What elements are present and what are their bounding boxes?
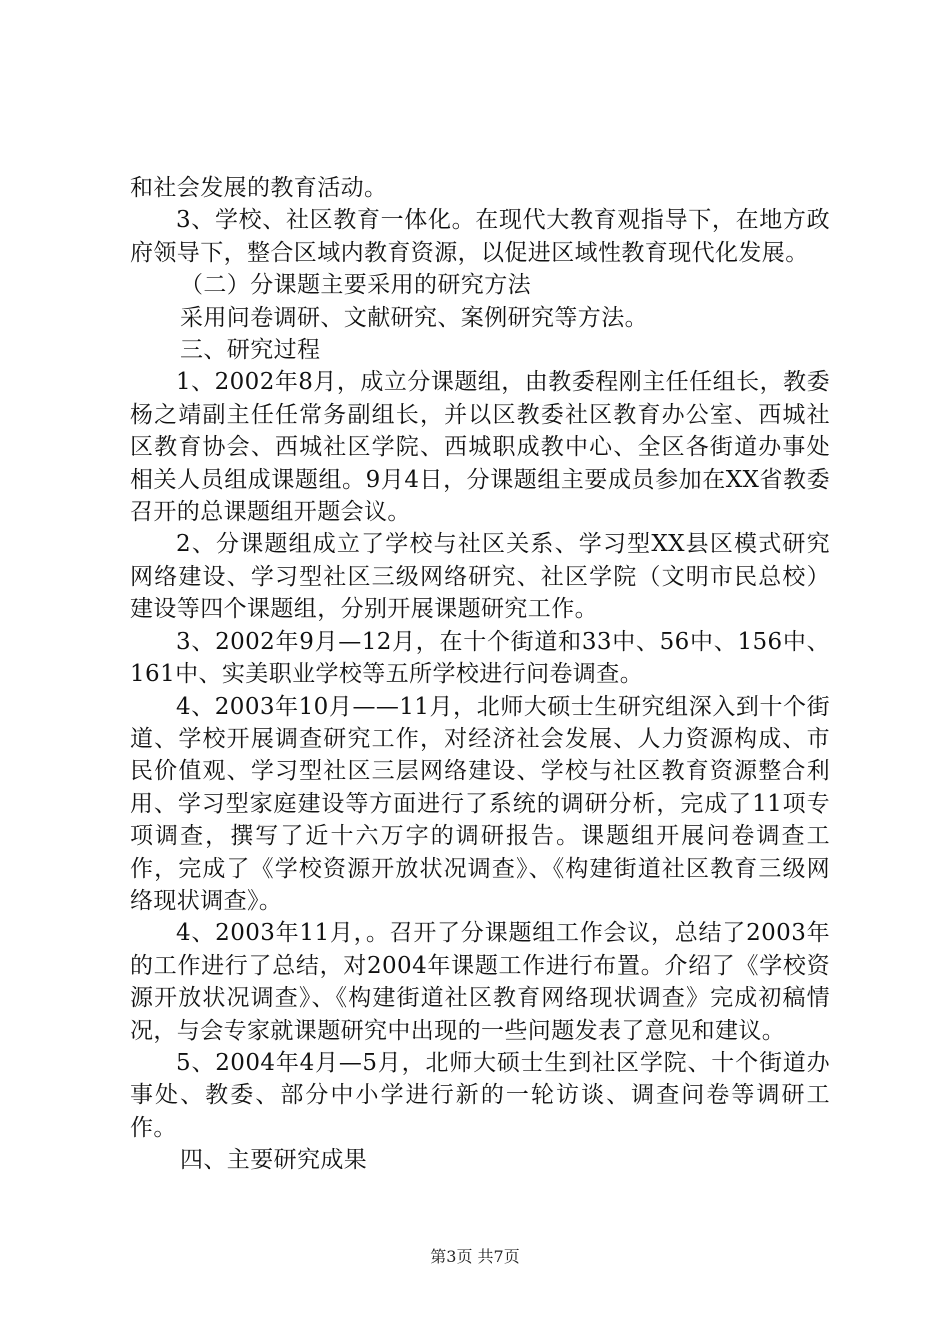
section-heading-process: 三、研究过程 (180, 337, 321, 364)
document-body (130, 172, 830, 1177)
section-heading-results: 四、主要研究成果 (180, 1147, 368, 1174)
page-number-label: 第3页 共7页 (430, 1247, 520, 1266)
paragraph-process-2: 2、分课题组成立了学校与社区关系、学习型XX县区模式研究网络建设、学习型社区三级网络研究、社区学院（文明市民总校）建设等四个课题组，分别开展课题研究工作。 (130, 531, 830, 623)
paragraph-process-4b: 4、2003年11月，。召开了分课题组工作会议，总结了2003年的工作进行了总结，对2004年课题工作进行布置。介绍了《学校资源开放状况调查》、《构建街道社区教育网络现状调查》完成初稿情况，与会专家就课题研究中出现的一些问题发表了意见和建议。 (130, 920, 830, 1044)
paragraph-process-5: 5、2004年4月—5月，北师大硕士生到社区学院、十个街道办事处、教委、部分中小学进行新的一轮访谈、调查问卷等调研工作。 (130, 1049, 830, 1141)
paragraph-process-4a: 4、2003年10月——11月，北师大硕士生研究组深入到十个街道、学校开展调查研究工作，对经济社会发展、人力资源构成、市民价值观、学习型社区三层网络建设、学校与社区教育资源整合利用、学习型家庭建设等方面进行了系统的调研分析，完成了11项专项调查，撰写了近十六万字的调研报告。课题组开展问卷调查工作，完成了《学校资源开放状况调查》、《构建街道社区教育三级网络现状调查》。 (130, 693, 830, 914)
paragraph-process-1: 1、2002年8月，成立分课题组，由教委程刚主任任组长，教委杨之靖副主任任常务副组长，并以区教委社区教育办公室、西城社区教育协会、西城社区学院、西城职成教中心、全区各街道办事处相关人员组成课题组。9月4日，分课题组主要成员参加在XX省教委召开的总课题组开题会议。 (130, 369, 830, 526)
section-heading-methods: （二）分课题主要采用的研究方法 (180, 272, 531, 299)
paragraph-process-3: 3、2002年9月—12月，在十个街道和33中、56中、156中、161中、实美职业学校等五所学校进行问卷调查。 (130, 628, 830, 688)
paragraph-continuation: 和社会发展的教育活动。 (130, 175, 388, 201)
page-footer (0, 1244, 950, 1267)
paragraph-item-3: 3、学校、社区教育一体化。在现代大教育观指导下，在地方政府领导下，整合区域内教育资源，以促进区域性教育现代化发展。 (130, 207, 830, 266)
paragraph-methods: 采用问卷调研、文献研究、案例研究等方法。 (180, 304, 648, 331)
